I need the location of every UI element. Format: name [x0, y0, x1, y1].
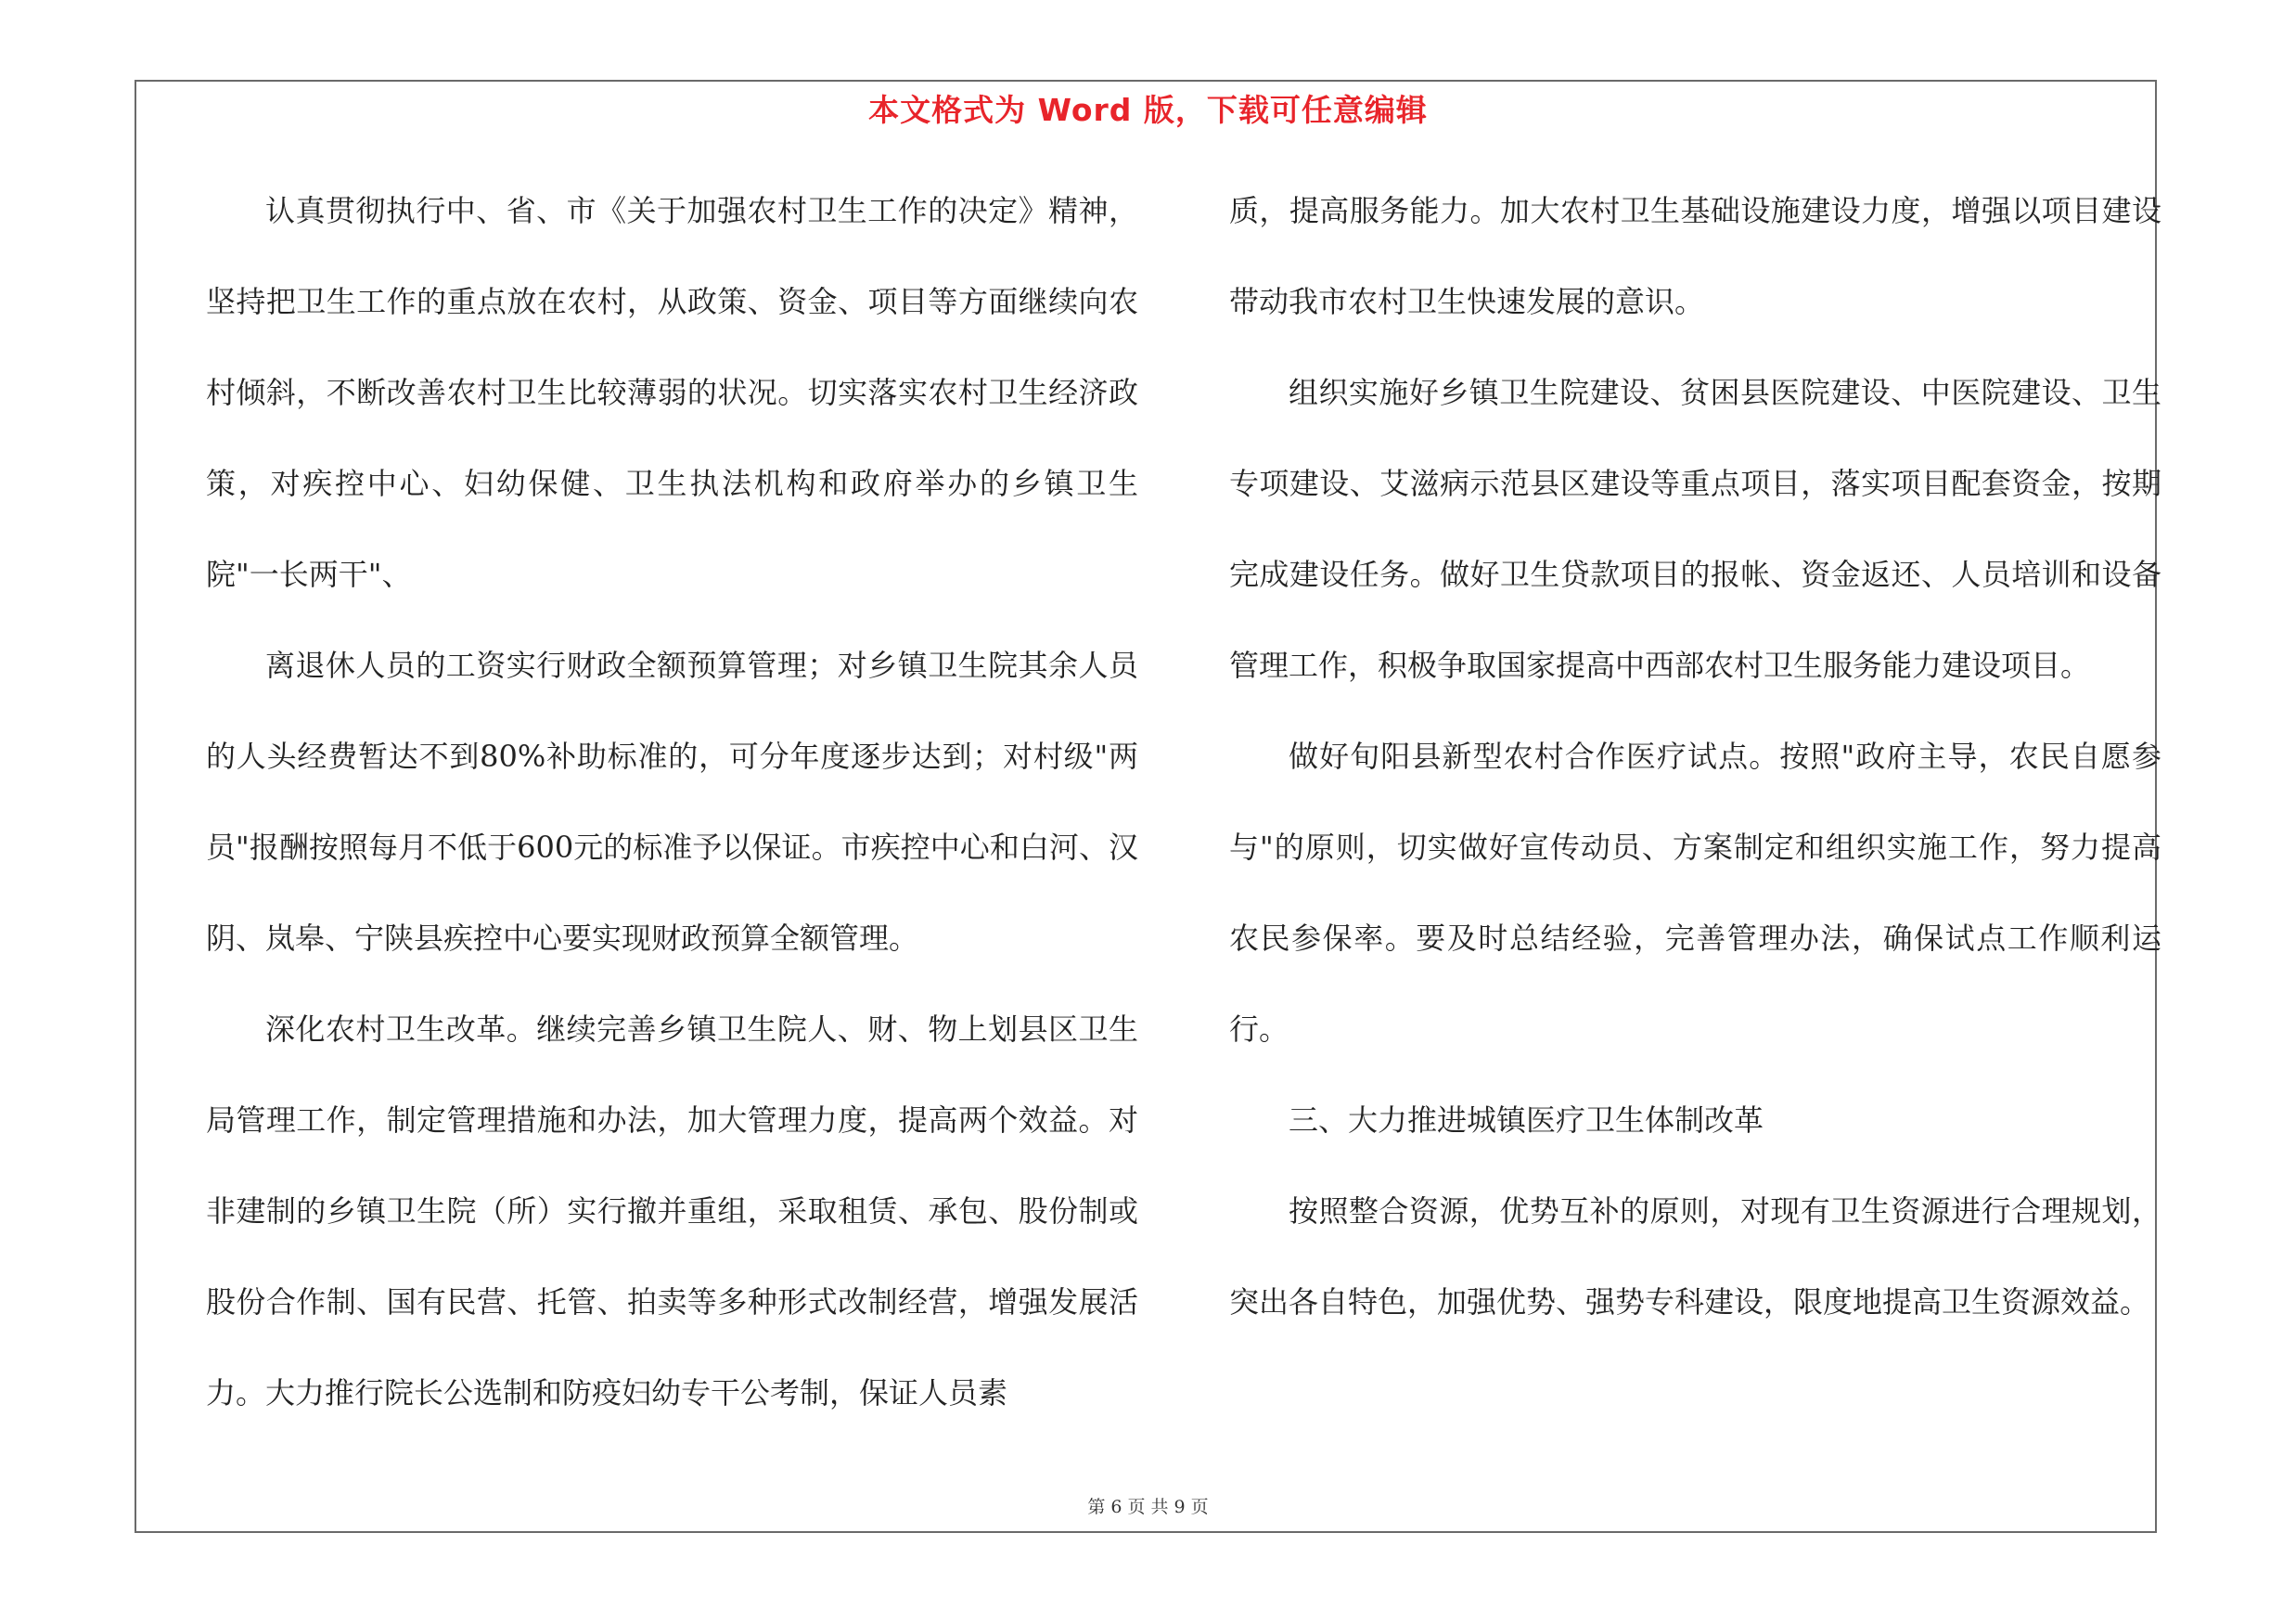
paragraph: 认真贯彻执行中、省、市《关于加强农村卫生工作的决定》精神，坚持把卫生工作的重点放在农村，从政策、资金、项目等方面继续向农村倾斜，不断改善农村卫生比较薄弱的状况。切实落实农村卫生经济政策，对疾控中心、妇幼保健、卫生执法机构和政府举办的乡镇卫生院"一长两干"、: [206, 193, 1138, 592]
section-heading: 三、大力推进城镇医疗卫生体制改革: [1289, 1102, 1764, 1138]
paragraph: 离退休人员的工资实行财政全额预算管理；对乡镇卫生院其余人员的人头经费暂达不到80%补助标准的，可分年度逐步达到；对村级"两员"报酬按照每月不低于600元的标准予以保证。市疾控中心和白河、汉阴、岚皋、宁陕县疾控中心要实现财政预算全额管理。: [206, 648, 1138, 956]
paragraph: 按照整合资源，优势互补的原则，对现有卫生资源进行合理规划，突出各自特色，加强优势、强势专科建设，限度地提高卫生资源效益。: [1229, 1193, 2161, 1320]
paragraph: 做好旬阳县新型农村合作医疗试点。按照"政府主导，农民自愿参与"的原则，切实做好宣传动员、方案制定和组织实施工作，努力提高农民参保率。要及时总结经验，完善管理办法，确保试点工作顺利运行。: [1229, 739, 2161, 1047]
paragraph: 深化农村卫生改革。继续完善乡镇卫生院人、财、物上划县区卫生局管理工作，制定管理措施和办法，加大管理力度，提高两个效益。对非建制的乡镇卫生院（所）实行撤并重组，采取租赁、承包、股份制或股份合作制、国有民营、托管、拍卖等多种形式改制经营，增强发展活力。大力推行院长公选制和防疫妇幼专干公考制，保证人员素: [206, 1011, 1138, 1410]
right-column: [1229, 165, 2161, 1347]
page-number: 第 6 页 共 9 页: [1087, 1497, 1209, 1517]
paragraph-continuation: 质，提高服务能力。加大农村卫生基础设施建设力度，增强以项目建设带动我市农村卫生快速发展的意识。: [1229, 193, 2161, 319]
left-column: [206, 165, 1138, 1438]
header-banner: 本文格式为 Word 版，下载可任意编辑: [868, 92, 1428, 128]
paragraph: 组织实施好乡镇卫生院建设、贫困县医院建设、中医院建设、卫生专项建设、艾滋病示范县区建设等重点项目，落实项目配套资金，按期完成建设任务。做好卫生贷款项目的报帐、资金返还、人员培训和设备管理工作，积极争取国家提高中西部农村卫生服务能力建设项目。: [1229, 375, 2161, 683]
